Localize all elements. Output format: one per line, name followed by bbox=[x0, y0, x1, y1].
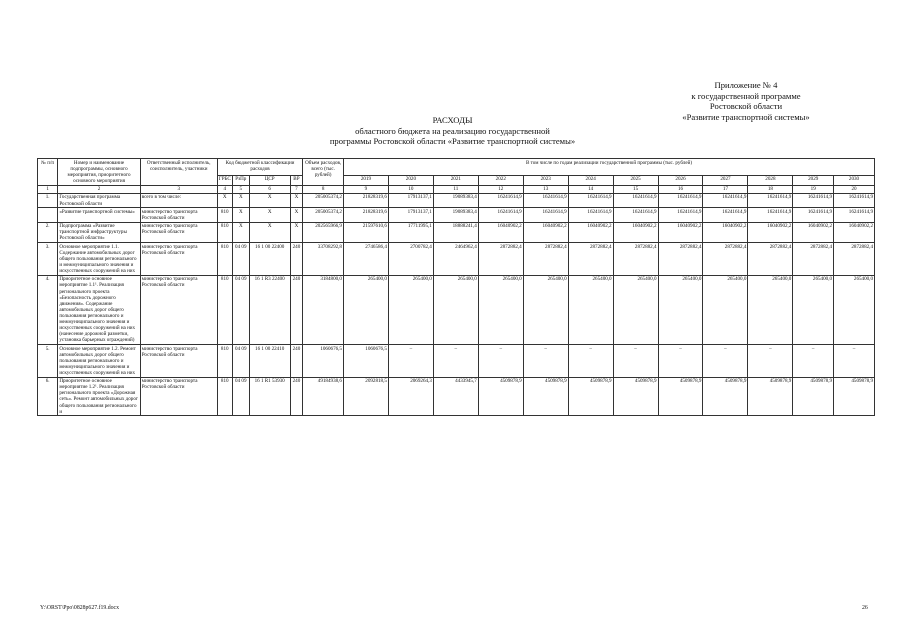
row-total: 33708292,8 bbox=[303, 243, 344, 276]
appendix-line: «Развитие транспортной системы» bbox=[682, 111, 810, 122]
row-csr: X bbox=[249, 208, 290, 222]
header-name: Номер и наименование подпрограммы, основного мероприятия, приоритетного основного мероприятия bbox=[58, 159, 140, 186]
footer-page-number: 26 bbox=[862, 605, 868, 611]
row-grbs: 810 bbox=[217, 275, 232, 344]
row-year-value: 16241614,9 bbox=[613, 193, 658, 207]
row-year-value: – bbox=[703, 344, 748, 377]
row-year-value: 2872882,4 bbox=[523, 243, 568, 276]
row-total: 202565966,9 bbox=[303, 222, 344, 242]
appendix-line: к государственной программе bbox=[691, 90, 801, 101]
row-csr: 16 1 00 22400 bbox=[249, 243, 290, 276]
row-year-value: 16241614,9 bbox=[834, 208, 875, 222]
row-year-value: 19089383,4 bbox=[433, 193, 478, 207]
row-grbs: 810 bbox=[217, 344, 232, 377]
row-year-value: 16241614,9 bbox=[703, 208, 748, 222]
document-title bbox=[0, 115, 905, 147]
row-year-value: 1060676,5 bbox=[343, 344, 388, 377]
row-year-value: 265400,0 bbox=[748, 275, 793, 344]
row-year-value: 16241614,9 bbox=[478, 208, 523, 222]
header-year: 2023 bbox=[523, 175, 568, 185]
column-number: 4 bbox=[217, 185, 232, 193]
row-responsible: министерство транспорта Ростовской области bbox=[140, 377, 217, 416]
row-year-value: 2464962,4 bbox=[433, 243, 478, 276]
header-year: 2030 bbox=[834, 175, 875, 185]
row-year-value: 4433945,7 bbox=[433, 377, 478, 416]
row-total: 1060676,5 bbox=[303, 344, 344, 377]
row-number: 1. bbox=[38, 193, 58, 207]
row-year-value: 2872882,4 bbox=[834, 243, 875, 276]
row-year-value: – bbox=[433, 344, 478, 377]
row-rzpr: X bbox=[232, 193, 249, 207]
row-responsible: министерство транспорта Ростовской области bbox=[140, 344, 217, 377]
footer-file-path: Y:\ORST\Ppo\0828p627.f19.docx bbox=[40, 605, 120, 611]
table-row bbox=[38, 243, 875, 276]
row-year-value: 16241614,9 bbox=[613, 208, 658, 222]
table-row bbox=[38, 222, 875, 242]
row-total: 49184938,6 bbox=[303, 377, 344, 416]
row-number: 6. bbox=[38, 377, 58, 416]
row-year-value: 16241614,9 bbox=[478, 193, 523, 207]
title-line: РАСХОДЫ bbox=[432, 115, 473, 125]
column-number: 8 bbox=[303, 185, 344, 193]
row-year-value: 16241614,9 bbox=[793, 193, 834, 207]
row-vr: 240 bbox=[290, 377, 303, 416]
row-year-value: 16241614,9 bbox=[793, 208, 834, 222]
row-year-value: 265400,0 bbox=[793, 275, 834, 344]
row-total: 205005374,2 bbox=[303, 193, 344, 207]
row-year-value: 17711995,1 bbox=[388, 222, 433, 242]
row-year-value: 16241614,9 bbox=[658, 193, 703, 207]
row-year-value: – bbox=[388, 344, 433, 377]
row-year-value: 265400,0 bbox=[834, 275, 875, 344]
row-year-value: – bbox=[568, 344, 613, 377]
appendix-line: Ростовской области bbox=[709, 101, 783, 112]
row-year-value: 16040902,2 bbox=[793, 222, 834, 242]
row-year-value: 2700782,4 bbox=[388, 243, 433, 276]
row-name: Государственная программа Ростовской области bbox=[58, 193, 140, 207]
row-responsible: министерство транспорта Ростовской области bbox=[140, 243, 217, 276]
table-body bbox=[38, 193, 875, 416]
row-year-value: 4509878,9 bbox=[613, 377, 658, 416]
row-year-value: 16040902,2 bbox=[748, 222, 793, 242]
table-row bbox=[38, 377, 875, 416]
appendix-line: Приложение № 4 bbox=[714, 80, 778, 90]
header-volume: Объем расходов, всего (тыс. рублей) bbox=[303, 159, 344, 186]
row-csr: 16 1 00 22410 bbox=[249, 344, 290, 377]
header-year: 2024 bbox=[568, 175, 613, 185]
column-number: 5 bbox=[232, 185, 249, 193]
header-year: 2027 bbox=[703, 175, 748, 185]
column-number: 6 bbox=[249, 185, 290, 193]
row-year-value: 4509878,9 bbox=[793, 377, 834, 416]
row-year-value: 4509878,9 bbox=[478, 377, 523, 416]
row-year-value: 19089383,4 bbox=[433, 208, 478, 222]
row-year-value: – bbox=[748, 344, 793, 377]
row-year-value: – bbox=[478, 344, 523, 377]
column-number: 14 bbox=[568, 185, 613, 193]
row-year-value: 265400,0 bbox=[523, 275, 568, 344]
header-resp: Ответственный исполнитель, соисполнитель, участники bbox=[140, 159, 217, 186]
row-year-value: 16241614,9 bbox=[658, 208, 703, 222]
header-year: 2020 bbox=[388, 175, 433, 185]
row-vr: X bbox=[290, 222, 303, 242]
row-vr: 240 bbox=[290, 344, 303, 377]
row-year-value: 16040902,2 bbox=[478, 222, 523, 242]
header-year: 2028 bbox=[748, 175, 793, 185]
column-number-row bbox=[38, 185, 875, 193]
row-year-value: 16241614,9 bbox=[523, 193, 568, 207]
row-year-value: 16241614,9 bbox=[568, 193, 613, 207]
column-number: 2 bbox=[58, 185, 140, 193]
row-responsible: всего в том числе: bbox=[140, 193, 217, 207]
header-year: 2019 bbox=[343, 175, 388, 185]
column-number: 3 bbox=[140, 185, 217, 193]
row-vr: 240 bbox=[290, 275, 303, 344]
header-code-col: ГРБС bbox=[217, 175, 232, 185]
header-years-group: В том числе по годам реализации государственной программы (тыс. рублей) bbox=[343, 159, 874, 176]
row-year-value: 4509878,9 bbox=[523, 377, 568, 416]
header-code-col: ЦСР bbox=[249, 175, 290, 185]
row-year-value: 4509878,9 bbox=[658, 377, 703, 416]
row-year-value: 16241614,9 bbox=[834, 193, 875, 207]
row-year-value: 265400,0 bbox=[703, 275, 748, 344]
row-year-value: 2872882,4 bbox=[568, 243, 613, 276]
row-year-value: 2069264,3 bbox=[388, 377, 433, 416]
row-year-value: 4509878,9 bbox=[834, 377, 875, 416]
column-number: 9 bbox=[343, 185, 388, 193]
row-grbs: 810 bbox=[217, 377, 232, 416]
column-number: 11 bbox=[433, 185, 478, 193]
row-year-value: 16241614,9 bbox=[748, 193, 793, 207]
row-year-value: 265400,0 bbox=[658, 275, 703, 344]
column-number: 19 bbox=[793, 185, 834, 193]
row-year-value: 21597610,6 bbox=[343, 222, 388, 242]
header-year: 2029 bbox=[793, 175, 834, 185]
row-grbs: 810 bbox=[217, 222, 232, 242]
row-year-value: 2872882,4 bbox=[748, 243, 793, 276]
row-rzpr: 04 09 bbox=[232, 344, 249, 377]
row-year-value: 2872882,4 bbox=[793, 243, 834, 276]
row-year-value: 17913137,1 bbox=[388, 208, 433, 222]
row-year-value: 265400,0 bbox=[568, 275, 613, 344]
row-year-value: 2872882,4 bbox=[658, 243, 703, 276]
row-responsible: министерство транспорта Ростовской области bbox=[140, 208, 217, 222]
row-year-value: 16241614,9 bbox=[523, 208, 568, 222]
row-rzpr: 04 09 bbox=[232, 275, 249, 344]
row-year-value: 4509878,9 bbox=[748, 377, 793, 416]
row-year-value: – bbox=[793, 344, 834, 377]
column-number: 18 bbox=[748, 185, 793, 193]
table-row bbox=[38, 193, 875, 207]
row-year-value: 2872882,4 bbox=[613, 243, 658, 276]
row-csr: X bbox=[249, 193, 290, 207]
row-name: Основное мероприятие 1.1. Содержание автомобильных дорог общего пользования регионального и межмуниципального значения и искусственных сооружений на них bbox=[58, 243, 140, 276]
column-number: 16 bbox=[658, 185, 703, 193]
row-rzpr: X bbox=[232, 208, 249, 222]
row-name: Основное мероприятие 1.2. Ремонт автомобильных дорог общего пользования регионального и межмуниципального значения и искусственных сооружений на них bbox=[58, 344, 140, 377]
header-num: № п/п bbox=[38, 159, 58, 186]
row-year-value: 16040902,2 bbox=[703, 222, 748, 242]
row-rzpr: 04 09 bbox=[232, 243, 249, 276]
row-rzpr: X bbox=[232, 222, 249, 242]
header-year: 2026 bbox=[658, 175, 703, 185]
column-number: 12 bbox=[478, 185, 523, 193]
row-year-value: 16241614,9 bbox=[703, 193, 748, 207]
column-number: 15 bbox=[613, 185, 658, 193]
row-year-value: 4509878,9 bbox=[568, 377, 613, 416]
row-year-value: – bbox=[613, 344, 658, 377]
row-year-value: 265400,0 bbox=[433, 275, 478, 344]
row-responsible: министерство транспорта Ростовской области bbox=[140, 222, 217, 242]
row-total: 3184800,0 bbox=[303, 275, 344, 344]
row-grbs: 810 bbox=[217, 243, 232, 276]
table-row bbox=[38, 275, 875, 344]
row-grbs: 810 bbox=[217, 208, 232, 222]
column-number: 1 bbox=[38, 185, 58, 193]
table-row bbox=[38, 208, 875, 222]
row-grbs: X bbox=[217, 193, 232, 207]
row-name: Подпрограмма «Развитие транспортной инфраструктуры Ростовской области» bbox=[58, 222, 140, 242]
row-year-value: 2872882,4 bbox=[703, 243, 748, 276]
row-year-value: 17913137,1 bbox=[388, 193, 433, 207]
row-name: Приоритетное основное мероприятие 1.1¹. Реализация регионального проекта «Безопасность дорожного движения». Содержание автомобильных дорог общего пользования регионального и межмуниципального значения и искусственных сооружений на них (нанесение дорожной разметки, установка барьерных ограждений) bbox=[58, 275, 140, 344]
column-number: 10 bbox=[388, 185, 433, 193]
row-responsible: министерство транспорта Ростовской области bbox=[140, 275, 217, 344]
row-year-value: – bbox=[658, 344, 703, 377]
row-year-value: 16040902,2 bbox=[658, 222, 703, 242]
row-csr: 16 1 R3 22400 bbox=[249, 275, 290, 344]
row-year-value: 4509878,9 bbox=[703, 377, 748, 416]
row-vr: 240 bbox=[290, 243, 303, 276]
row-name: Приоритетное основное мероприятие 1.2¹. Реализация регионального проекта «Дорожная сеть». Ремонт автомобильных дорог общего пользования регионального и bbox=[58, 377, 140, 416]
header-code-col: ВР bbox=[290, 175, 303, 185]
row-year-value: 21828319,6 bbox=[343, 193, 388, 207]
row-number: 3. bbox=[38, 243, 58, 276]
column-number: 7 bbox=[290, 185, 303, 193]
row-total: 205005374,2 bbox=[303, 208, 344, 222]
row-vr: X bbox=[290, 193, 303, 207]
row-year-value: 16040902,2 bbox=[523, 222, 568, 242]
row-year-value: – bbox=[523, 344, 568, 377]
expenses-table bbox=[37, 158, 875, 416]
row-year-value: 265400,0 bbox=[478, 275, 523, 344]
row-year-value: 16040902,2 bbox=[834, 222, 875, 242]
row-year-value: 18888241,4 bbox=[433, 222, 478, 242]
row-year-value: 16241614,9 bbox=[568, 208, 613, 222]
row-year-value: – bbox=[834, 344, 875, 377]
row-year-value: 2872882,4 bbox=[478, 243, 523, 276]
row-year-value: 2746586,4 bbox=[343, 243, 388, 276]
row-number: 4. bbox=[38, 275, 58, 344]
row-year-value: 265400,0 bbox=[343, 275, 388, 344]
row-csr: 16 1 R1 53930 bbox=[249, 377, 290, 416]
header-year: 2022 bbox=[478, 175, 523, 185]
row-year-value: 16040902,2 bbox=[613, 222, 658, 242]
row-year-value: 16040902,2 bbox=[568, 222, 613, 242]
row-csr: X bbox=[249, 222, 290, 242]
row-year-value: 265400,0 bbox=[613, 275, 658, 344]
row-rzpr: 04 09 bbox=[232, 377, 249, 416]
column-number: 17 bbox=[703, 185, 748, 193]
row-number: 2. bbox=[38, 222, 58, 242]
row-year-value: 16241614,9 bbox=[748, 208, 793, 222]
title-line: областного бюджета на реализацию государственной bbox=[355, 125, 550, 136]
row-number bbox=[38, 208, 58, 222]
table-row bbox=[38, 344, 875, 377]
row-number: 5. bbox=[38, 344, 58, 377]
column-number: 13 bbox=[523, 185, 568, 193]
row-year-value: 265400,0 bbox=[388, 275, 433, 344]
header-code-group: Код бюджетной классификации расходов bbox=[217, 159, 303, 176]
header-code-col: РзПр bbox=[232, 175, 249, 185]
header-year: 2021 bbox=[433, 175, 478, 185]
row-year-value: 21828319,6 bbox=[343, 208, 388, 222]
column-number: 20 bbox=[834, 185, 875, 193]
header-year: 2025 bbox=[613, 175, 658, 185]
row-vr: X bbox=[290, 208, 303, 222]
row-name: «Развитие транспортной системы» bbox=[58, 208, 140, 222]
row-year-value: 2092818,5 bbox=[343, 377, 388, 416]
title-line: программы Ростовской области «Развитие транспортной системы» bbox=[329, 136, 576, 147]
